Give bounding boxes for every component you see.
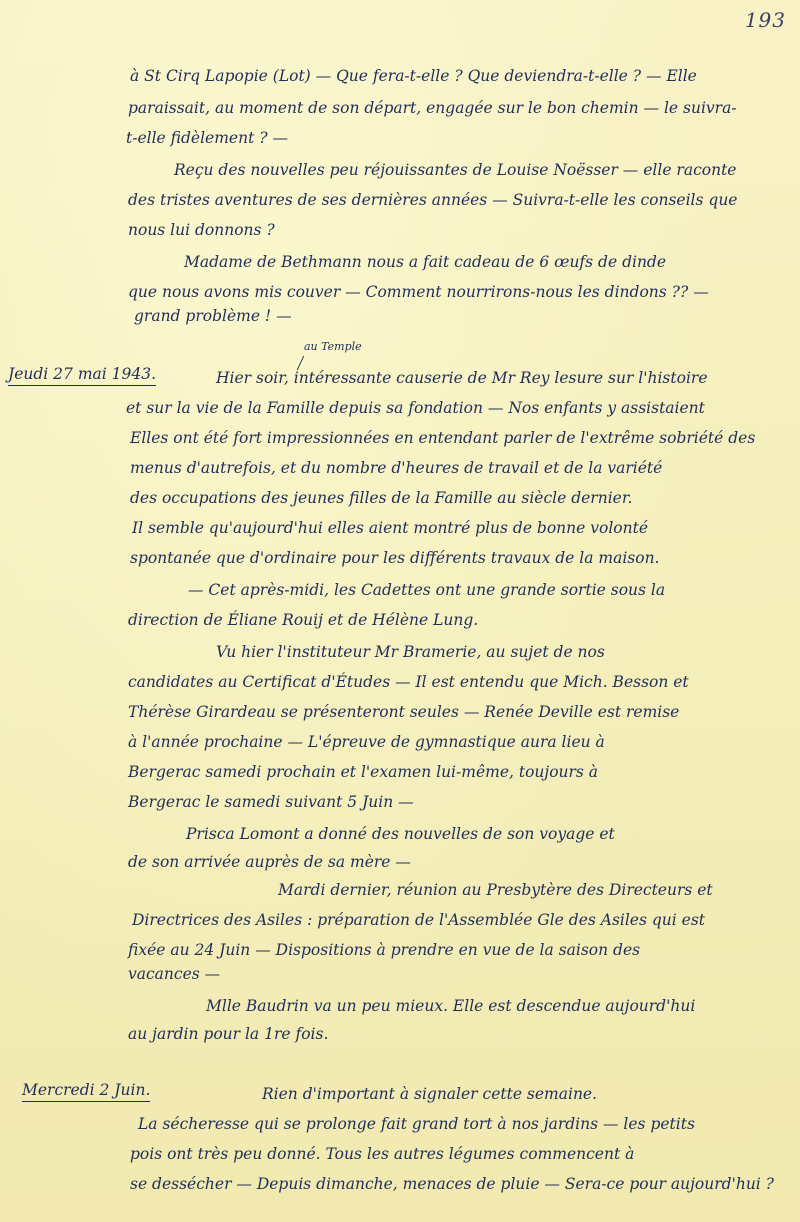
text-line: au jardin pour la 1re fois. <box>128 1025 329 1043</box>
text-line: menus d'autrefois, et du nombre d'heures de travail et de la variété <box>130 459 663 477</box>
text-line: pois ont très peu donné. Tous les autres légumes commencent à <box>130 1145 635 1163</box>
text-line: Rien d'important à signaler cette semaine. <box>262 1085 598 1103</box>
text-line: Reçu des nouvelles peu réjouissantes de Louise Noësser — elle raconte <box>174 161 737 179</box>
text-line: et sur la vie de la Famille depuis sa fondation — Nos enfants y assistaient <box>126 399 705 417</box>
text-line: vacances — <box>128 965 221 983</box>
entry-date: Jeudi 27 mai 1943. <box>8 364 156 386</box>
text-line: Elles ont été fort impressionnées en entendant parler de l'extrême sobriété des <box>130 429 756 447</box>
text-line: candidates au Certificat d'Études — Il est entendu que Mich. Besson et <box>128 673 689 691</box>
text-line: des occupations des jeunes filles de la Famille au siècle dernier. <box>130 489 633 507</box>
text-line: spontanée que d'ordinaire pour les différents travaux de la maison. <box>130 549 660 567</box>
text-line: La sécheresse qui se prolonge fait grand tort à nos jardins — les petits <box>138 1115 695 1133</box>
text-line: des tristes aventures de ses dernières années — Suivra-t-elle les conseils que <box>128 191 738 209</box>
text-line: fixée au 24 Juin — Dispositions à prendre en vue de la saison des <box>128 941 641 959</box>
text-line: Vu hier l'instituteur Mr Bramerie, au sujet de nos <box>216 643 605 661</box>
text-line: direction de Éliane Rouij et de Hélène Lung. <box>128 611 479 629</box>
text-insertion: au Temple <box>304 340 362 353</box>
text-line: se dessécher — Depuis dimanche, menaces de pluie — Sera-ce pour aujourd'hui ? <box>130 1175 774 1193</box>
page-number: 193 <box>744 8 786 32</box>
text-line: de son arrivée auprès de sa mère — <box>128 853 411 871</box>
entry-date: Mercredi 2 Juin. <box>22 1080 150 1102</box>
text-line: Thérèse Girardeau se présenteront seules — Renée Deville est remise <box>128 703 680 721</box>
text-line: nous lui donnons ? <box>128 221 275 239</box>
text-line: Prisca Lomont a donné des nouvelles de son voyage et <box>186 825 615 843</box>
text-line: à l'année prochaine — L'épreuve de gymnastique aura lieu à <box>128 733 605 751</box>
text-line: grand problème ! — <box>134 307 292 325</box>
text-line: Hier soir, intéressante causerie de Mr Rey lesure sur l'histoire <box>216 369 708 387</box>
text-line: à St Cirq Lapopie (Lot) — Que fera-t-elle ? Que deviendra-t-elle ? — Elle <box>130 67 697 85</box>
text-line: — Cet après-midi, les Cadettes ont une grande sortie sous la <box>188 581 666 599</box>
text-line: Mardi dernier, réunion au Presbytère des Directeurs et <box>278 881 713 899</box>
text-line: Mlle Baudrin va un peu mieux. Elle est descendue aujourd'hui <box>206 997 696 1015</box>
text-line: Bergerac samedi prochain et l'examen lui-même, toujours à <box>128 763 599 781</box>
text-line: que nous avons mis couver — Comment nourrirons-nous les dindons ?? — <box>128 283 709 301</box>
text-line: Directrices des Asiles : préparation de l'Assemblée Gle des Asiles qui est <box>132 911 706 929</box>
text-line: Madame de Bethmann nous a fait cadeau de 6 œufs de dinde <box>184 253 667 271</box>
text-line: paraissait, au moment de son départ, engagée sur le bon chemin — le suivra- <box>128 99 737 117</box>
text-line: Bergerac le samedi suivant 5 Juin — <box>128 793 414 811</box>
text-line: t-elle fidèlement ? — <box>126 129 288 147</box>
text-line: Il semble qu'aujourd'hui elles aient montré plus de bonne volonté <box>132 519 649 537</box>
